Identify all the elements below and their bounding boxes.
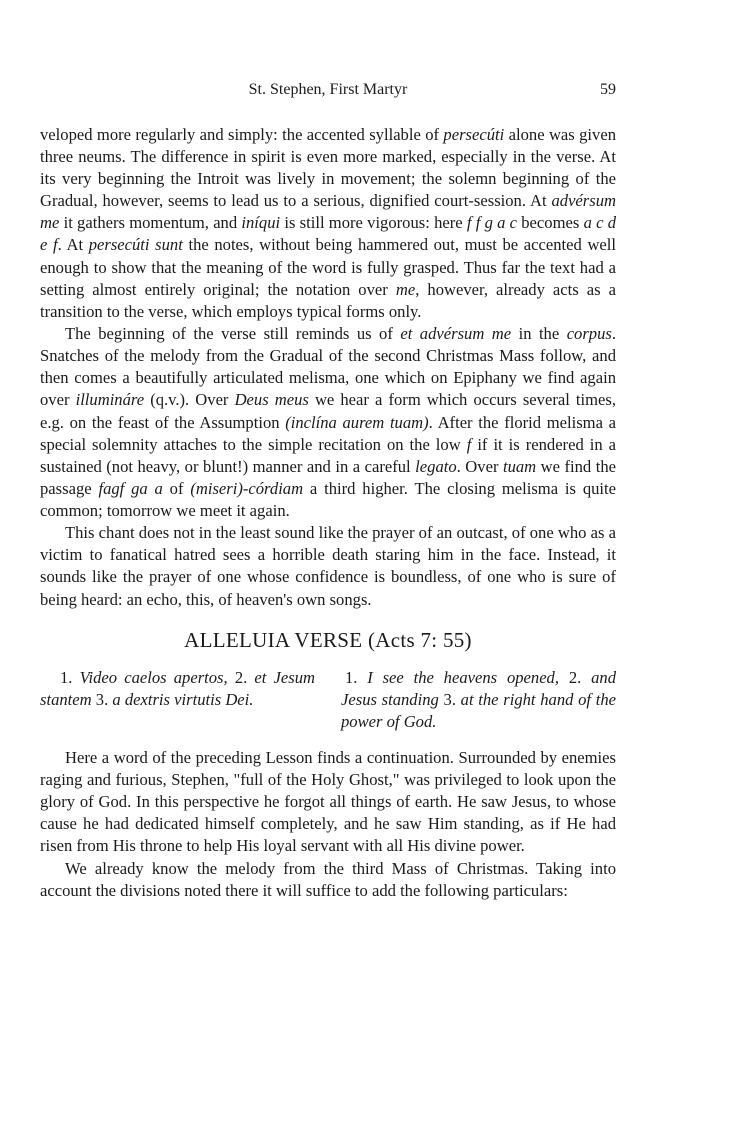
- latin-word: tuam: [502, 456, 537, 476]
- text-run: . At: [57, 235, 89, 255]
- paragraph-4: Here a word of the preceding Lesson finds a continuation. Surrounded by enemies raging and furious, Stephen, "full of the Holy Ghost," was privileged to look upon the glory of God. In this perspective he forgot all things of earth. He saw Jesus, to whose cause he had dedicated himself completely, and he saw Him standing, as if He had risen from His throne to help His loyal servant with all His divine power.: [40, 747, 616, 856]
- text-run: it gathers momentum, and: [59, 213, 242, 233]
- text-run: . Over: [456, 456, 503, 476]
- paragraph-3: This chant does not in the least sound like the prayer of an outcast, of one who as a victim to fanatical hatred sees a horrible death staring him in the face. Instead, it sounds like the prayer of one whose confidence is boundless, of one who is sure of being heard: an echo, this, of heaven's own songs.: [40, 523, 616, 609]
- verse-latin: [40, 667, 315, 733]
- latin-word: (miseri)-córdiam: [190, 478, 304, 498]
- verse-text: at the right hand of the power of God.: [341, 689, 616, 731]
- text-run: veloped more regularly and simply: the accented syllable of: [40, 125, 444, 144]
- text-run: a third higher. The closing melisma is quite common; tomorrow we meet it again.: [40, 478, 616, 520]
- verse-number: 2.: [234, 667, 248, 687]
- verse-text: Video caelos apertos,: [79, 667, 228, 687]
- text-run: in the: [511, 324, 567, 344]
- verse-number: 2.: [568, 667, 582, 687]
- verse-text: a dextris virtutis Dei.: [112, 689, 254, 709]
- verse-number: 1.: [60, 667, 73, 687]
- latin-word: corpus: [566, 324, 612, 344]
- text-run: . Snatches of the melody from the Gradual of the second Christmas Mass follow, and then comes a beautifully articulated melisma, one which on Epiphany we find again over: [40, 324, 617, 410]
- text-run: becomes: [517, 213, 584, 233]
- latin-word: (inclína aurem tuam): [285, 412, 429, 432]
- running-title: St. Stephen, First Martyr: [248, 81, 408, 98]
- note-letters: fagf ga a: [98, 478, 163, 498]
- page-number: 59: [600, 81, 616, 98]
- text-run: we find the passage: [40, 456, 616, 498]
- latin-word: me: [395, 279, 416, 299]
- verse-number: 1.: [345, 667, 358, 687]
- paragraph-2: [40, 323, 616, 522]
- text-run: of: [162, 478, 191, 498]
- latin-word: legato: [415, 456, 457, 476]
- heading-title: ALLELUIA VERSE: [184, 627, 363, 652]
- text-run: , however, already acts as a transition to the verse, which employs typical forms only.: [40, 279, 616, 321]
- verse-text: and Jesus standing: [341, 667, 616, 709]
- text-run: we hear a form which occurs several times, e.g. on the feast of the Assumption: [40, 390, 617, 432]
- note-letters: f f g a c: [466, 213, 518, 233]
- latin-word: persecúti sunt: [88, 235, 183, 255]
- latin-word: advérsum me: [40, 191, 616, 233]
- text-run: is still more vigorous: here: [280, 213, 467, 233]
- latin-word: persecúti: [443, 125, 505, 144]
- note-letters: f: [466, 434, 472, 454]
- verse-text: et Jesum stantem: [40, 667, 315, 709]
- note-letters: a c d e f: [40, 213, 616, 255]
- latin-word: Deus meus: [234, 390, 309, 410]
- text-run: . After the florid melisma a special solemnity attaches to the simple recitation on the low: [40, 412, 616, 454]
- text-run: the notes, without being hammered out, must be accented well enough to show that the meaning of the word is fully grasped. Thus far the text had a setting almost entirely original; the notation over: [40, 235, 617, 299]
- paragraph-1: [40, 124, 616, 323]
- text-run: The beginning of the verse still reminds us of: [65, 324, 401, 344]
- verse-english: [341, 667, 616, 733]
- text-run: alone was given three neums. The difference in spirit is even more marked, especially in the verse. At its very beginning the Introit was lively in movement; the solemn beginning of the Gradual, however, seems to lead us to a serious, dignified court-session. At: [40, 125, 616, 211]
- latin-word: iníqui: [241, 213, 281, 233]
- latin-word: illumináre: [75, 390, 145, 410]
- heading-reference: (Acts 7: 55): [367, 627, 472, 652]
- latin-word: et advérsum me: [400, 324, 512, 344]
- paragraph-5: We already know the melody from the third Mass of Christmas. Taking into account the divisions noted there it will suffice to add the following particulars:: [40, 858, 616, 900]
- verse-text: I see the heavens opened,: [367, 667, 560, 687]
- verse-number: 3.: [95, 689, 109, 709]
- verse-parallel: [40, 667, 616, 733]
- verse-number: 3.: [443, 689, 456, 709]
- text-run: if it is rendered in a sustained (not heavy, or blunt!) manner and in a careful: [40, 434, 616, 476]
- body-text: [40, 124, 616, 902]
- text-run: (q.v.). Over: [144, 390, 235, 410]
- section-heading: [40, 627, 616, 653]
